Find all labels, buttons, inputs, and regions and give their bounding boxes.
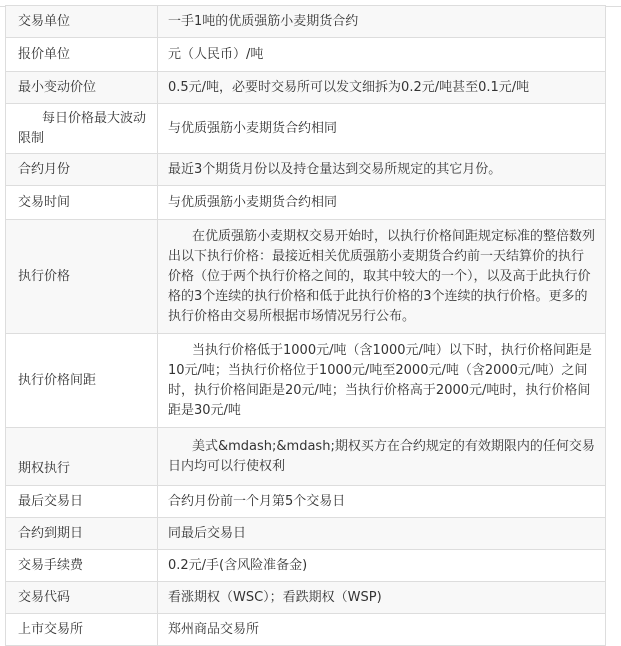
row-label: 交易手续费 bbox=[6, 550, 158, 582]
row-value: 最近3个期货月份以及持仓量达到交易所规定的其它月份。 bbox=[158, 154, 606, 186]
table-row bbox=[6, 220, 606, 334]
contract-spec-table bbox=[5, 5, 606, 646]
row-value: 与优质强筋小麦期货合约相同 bbox=[158, 186, 606, 220]
row-label: 每日价格最大波动限制 bbox=[6, 104, 158, 154]
table-row bbox=[6, 428, 606, 486]
row-label: 交易代码 bbox=[6, 582, 158, 614]
table-row bbox=[6, 518, 606, 550]
row-label: 合约月份 bbox=[6, 154, 158, 186]
row-label: 合约到期日 bbox=[6, 518, 158, 550]
row-value: 0.5元/吨，必要时交易所可以发文细拆为0.2元/吨甚至0.1元/吨 bbox=[158, 72, 606, 104]
row-value: 美式&mdash;&mdash;期权买方在合约规定的有效期限内的任何交易日内均可以行使权利 bbox=[158, 428, 606, 486]
table-row bbox=[6, 38, 606, 72]
table-row bbox=[6, 550, 606, 582]
row-label: 期权执行 bbox=[6, 428, 158, 486]
row-value: 合约月份前一个月第5个交易日 bbox=[158, 486, 606, 518]
row-value: 同最后交易日 bbox=[158, 518, 606, 550]
row-value: 在优质强筋小麦期权交易开始时，以执行价格间距规定标准的整倍数列出以下执行价格：最接近相关优质强筋小麦期货合约前一天结算价的执行价格（位于两个执行价格之间的，取其中较大的一个），以及高于此执行价格的3个连续的执行价格和低于此执行价格的3个连续的执行价格。更多的执行价格由交易所根据市场情况另行公布。 bbox=[158, 220, 606, 334]
table-row bbox=[6, 334, 606, 428]
row-label: 交易单位 bbox=[6, 6, 158, 38]
table-row bbox=[6, 486, 606, 518]
row-value: 一手1吨的优质强筋小麦期货合约 bbox=[158, 6, 606, 38]
row-value: 郑州商品交易所 bbox=[158, 614, 606, 646]
row-value: 与优质强筋小麦期货合约相同 bbox=[158, 104, 606, 154]
row-value: 0.2元/手(含风险准备金) bbox=[158, 550, 606, 582]
row-value: 看涨期权（WSC）；看跌期权（WSP) bbox=[158, 582, 606, 614]
row-label: 报价单位 bbox=[6, 38, 158, 72]
row-label: 交易时间 bbox=[6, 186, 158, 220]
row-value: 元（人民币）/吨 bbox=[158, 38, 606, 72]
table-row bbox=[6, 186, 606, 220]
table-row bbox=[6, 582, 606, 614]
row-label: 最小变动价位 bbox=[6, 72, 158, 104]
table-row bbox=[6, 104, 606, 154]
row-label: 执行价格间距 bbox=[6, 334, 158, 428]
table-row bbox=[6, 6, 606, 38]
table-row bbox=[6, 154, 606, 186]
row-label: 执行价格 bbox=[6, 220, 158, 334]
table-row bbox=[6, 614, 606, 646]
table-row bbox=[6, 72, 606, 104]
row-value: 当执行价格低于1000元/吨（含1000元/吨）以下时，执行价格间距是10元/吨；当执行价格位于1000元/吨至2000元/吨（含2000元/吨）之间时，执行价格间距是20元/吨；当执行价格高于2000元/吨时，执行价格间距是30元/吨 bbox=[158, 334, 606, 428]
row-label: 最后交易日 bbox=[6, 486, 158, 518]
row-label: 上市交易所 bbox=[6, 614, 158, 646]
